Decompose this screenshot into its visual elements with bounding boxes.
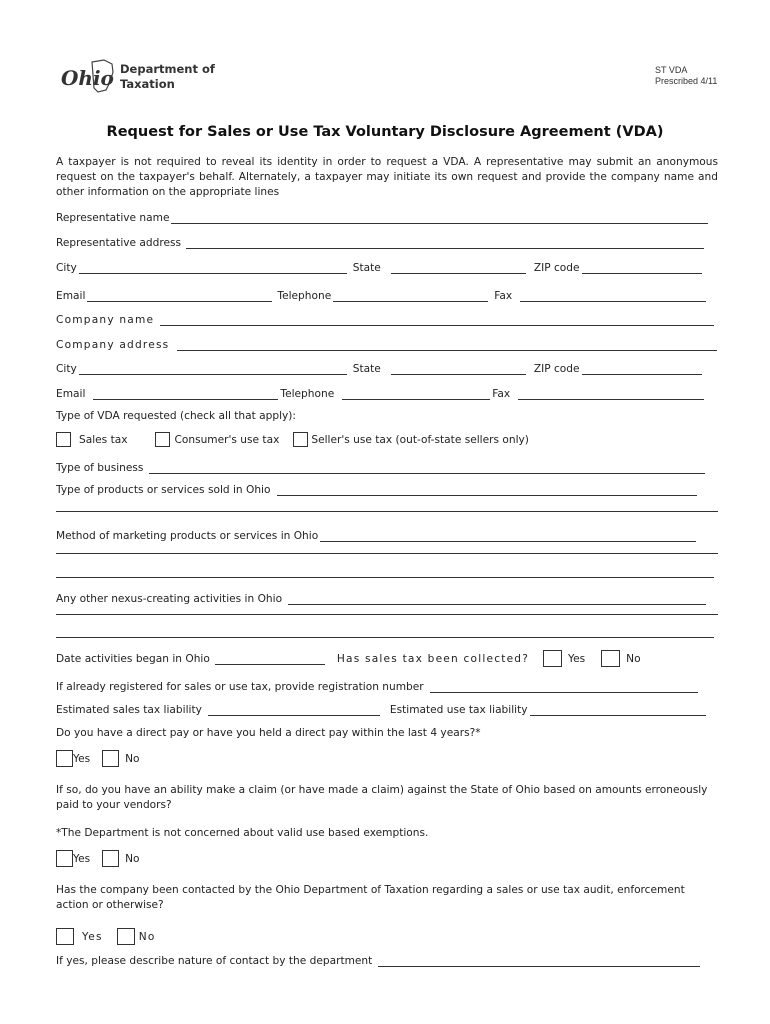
company-city-field[interactable] <box>79 363 347 375</box>
company-contact-row <box>56 384 706 400</box>
contacted-question: Has the company been contacted by the Ohio Department of Taxation regarding a sales or use tax audit, enforcement action or otherwise? <box>56 884 685 911</box>
est-sales-label: Estimated sales tax liability <box>56 704 202 716</box>
department-name <box>120 62 215 92</box>
rep-fax-label: Fax <box>494 290 513 302</box>
company-city-row <box>56 359 704 375</box>
est-use-field[interactable] <box>530 704 706 716</box>
sellers-use-checkbox[interactable] <box>293 432 308 447</box>
rep-city-row <box>56 258 704 274</box>
business-type-label: Type of business <box>56 462 144 474</box>
claim-question: If so, do you have an ability make a claim (or have made a claim) against the State of Ohio based on amounts erroneously paid to your vendors? <box>56 784 708 811</box>
marketing-row <box>56 526 698 542</box>
rep-telephone-label: Telephone <box>277 290 332 302</box>
contacted-options <box>56 928 156 945</box>
consumers-use-label: Consumer's use tax <box>174 433 280 446</box>
sales-collected-label: Has sales tax been collected? <box>336 652 530 665</box>
rep-address-row <box>56 233 706 249</box>
sales-collected-yes-label: Yes <box>568 652 586 665</box>
rep-fax-field[interactable] <box>520 290 706 302</box>
direct-pay-no-label: No <box>125 752 140 765</box>
logo-line-1: Department of <box>120 62 215 76</box>
contacted-no-checkbox[interactable] <box>117 928 135 945</box>
estimated-row <box>56 700 708 716</box>
claim-no-label: No <box>125 852 140 865</box>
sales-collected-no-label: No <box>626 652 641 665</box>
est-use-label: Estimated use tax liability <box>389 704 528 716</box>
contacted-no-label: No <box>138 930 156 943</box>
logo-word: Ohio <box>61 66 114 90</box>
claim-yes-label: Yes <box>73 852 91 865</box>
marketing-extra-line-2[interactable] <box>56 577 714 578</box>
marketing-field[interactable] <box>320 530 696 542</box>
nexus-row <box>56 589 708 605</box>
footnote: *The Department is not concerned about valid use based exemptions. <box>56 827 429 839</box>
form-date: Prescribed 4/11 <box>655 76 718 86</box>
date-began-row <box>56 650 641 667</box>
company-address-row <box>56 335 719 351</box>
claim-options <box>56 850 140 867</box>
contacted-yes-checkbox[interactable] <box>56 928 74 945</box>
rep-city-label: City <box>56 262 77 274</box>
company-name-field[interactable] <box>160 314 714 326</box>
business-type-field[interactable] <box>149 462 705 474</box>
logo-line-2: Taxation <box>120 77 175 91</box>
rep-address-label: Representative address <box>56 237 182 249</box>
rep-name-label: Representative name <box>56 212 170 224</box>
company-name-label: Company name <box>56 314 155 326</box>
ohio-logo <box>60 58 215 96</box>
products-extra-line[interactable] <box>56 511 718 512</box>
rep-zip-label: ZIP code <box>533 262 580 274</box>
company-address-label: Company address <box>56 339 170 351</box>
sellers-use-label: Seller's use tax (out-of-state sellers only) <box>311 433 529 446</box>
form-code: ST VDA <box>655 65 688 75</box>
date-began-field[interactable] <box>215 653 325 665</box>
rep-address-field[interactable] <box>186 237 704 249</box>
rep-zip-field[interactable] <box>582 262 702 274</box>
company-fax-label: Fax <box>492 388 511 400</box>
registration-label: If already registered for sales or use tax, provide registration number <box>56 681 424 693</box>
rep-contact-row <box>56 286 708 302</box>
intro-text: A taxpayer is not required to reveal its identity in order to request a VDA. A representative may submit an anonymous request on the taxpayer's behalf. Alternately, a taxpayer may initiate its own request and provide the company name and other information on the appropriate lines <box>56 156 718 198</box>
rep-state-field[interactable] <box>391 262 526 274</box>
company-zip-label: ZIP code <box>533 363 580 375</box>
company-email-label: Email <box>56 388 86 400</box>
company-zip-field[interactable] <box>582 363 702 375</box>
company-email-field[interactable] <box>93 388 278 400</box>
rep-name-field[interactable] <box>171 212 708 224</box>
company-state-field[interactable] <box>391 363 526 375</box>
company-state-label: State <box>352 363 381 375</box>
company-telephone-label: Telephone <box>280 388 335 400</box>
company-address-field[interactable] <box>177 339 717 351</box>
nexus-extra-line-1[interactable] <box>56 614 718 615</box>
marketing-extra-line-1[interactable] <box>56 553 718 554</box>
contact-nature-row <box>56 951 702 967</box>
company-telephone-field[interactable] <box>342 388 490 400</box>
rep-city-field[interactable] <box>79 262 347 274</box>
rep-telephone-field[interactable] <box>333 290 488 302</box>
sales-tax-checkbox[interactable] <box>56 432 71 447</box>
nexus-field[interactable] <box>288 593 706 605</box>
marketing-label: Method of marketing products or services in Ohio <box>56 530 319 542</box>
vda-type-label: Type of VDA requested (check all that apply): <box>56 410 296 422</box>
direct-pay-options <box>56 750 140 767</box>
products-row <box>56 480 699 496</box>
nexus-label: Any other nexus-creating activities in Ohio <box>56 593 283 605</box>
contact-nature-field[interactable] <box>378 955 700 967</box>
ohio-state-icon <box>60 58 116 96</box>
company-fax-field[interactable] <box>518 388 704 400</box>
products-label: Type of products or services sold in Ohio <box>56 484 271 496</box>
date-began-label: Date activities began in Ohio <box>56 652 210 665</box>
company-name-row <box>56 310 716 326</box>
sales-collected-no-checkbox[interactable] <box>601 650 620 667</box>
claim-yes-checkbox[interactable] <box>56 850 73 867</box>
business-type-row <box>56 458 707 474</box>
rep-name-row <box>56 208 710 224</box>
direct-pay-question: Do you have a direct pay or have you held a direct pay within the last 4 years?* <box>56 727 481 739</box>
sales-collected-yes-checkbox[interactable] <box>543 650 562 667</box>
consumers-use-checkbox[interactable] <box>155 432 170 447</box>
direct-pay-yes-checkbox[interactable] <box>56 750 73 767</box>
rep-email-field[interactable] <box>87 290 272 302</box>
registration-row <box>56 677 700 693</box>
products-field[interactable] <box>277 484 697 496</box>
page-title: Request for Sales or Use Tax Voluntary Disclosure Agreement (VDA) <box>106 124 664 140</box>
direct-pay-yes-label: Yes <box>73 752 91 765</box>
rep-email-label: Email <box>56 290 86 302</box>
nexus-extra-line-2[interactable] <box>56 637 714 638</box>
claim-no-checkbox[interactable] <box>102 850 119 867</box>
contacted-yes-label: Yes <box>82 930 103 943</box>
form-identifier <box>655 65 717 87</box>
vda-type-options <box>56 432 529 447</box>
direct-pay-no-checkbox[interactable] <box>102 750 119 767</box>
est-sales-field[interactable] <box>208 704 380 716</box>
company-city-label: City <box>56 363 77 375</box>
sales-tax-label: Sales tax <box>79 433 128 446</box>
rep-state-label: State <box>352 262 381 274</box>
registration-field[interactable] <box>430 681 698 693</box>
contact-nature-label: If yes, please describe nature of contact by the department <box>56 955 373 967</box>
